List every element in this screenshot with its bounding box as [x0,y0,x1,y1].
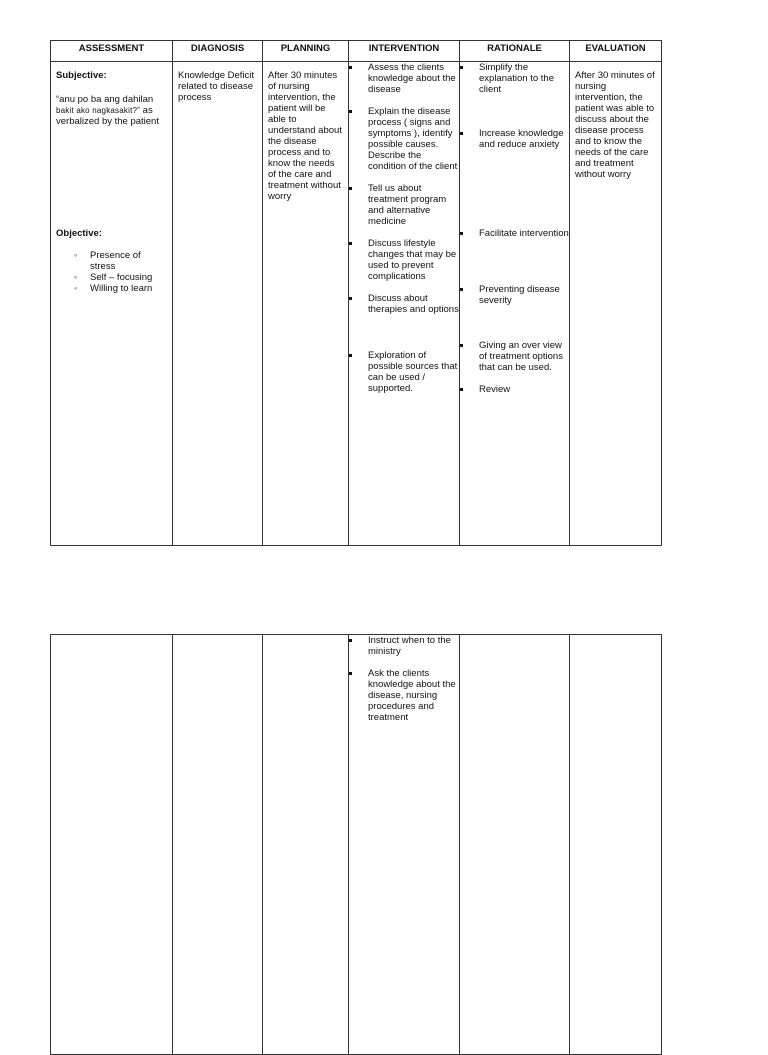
quote-line-1: “anu po ba ang dahilan [56,94,154,105]
rationale-cell-empty [460,635,570,1055]
list-item: Discuss about therapies and options [349,293,459,315]
header-intervention: INTERVENTION [349,41,460,62]
objective-list [56,250,168,294]
list-item: Explain the disease process ( signs and symptoms ), identify possible causes. Describe the condition of the client [349,106,459,172]
diagnosis-cell [173,62,263,546]
list-item: Exploration of possible sources that can be used / supported. [349,350,459,394]
quote-tagalog: bakit ako nagkasakit?” [56,106,141,115]
list-item: ◦ Presence of stress [74,250,168,272]
planning-text: After 30 minutes of nursing intervention, the patient will be able to understand about the disease process and to know the needs of the care and treatment without worry [268,70,342,202]
intervention-list [349,62,459,394]
list-item: ◦ Willing to learn [74,283,168,294]
list-item: Giving an over view of treatment options that can be used. [460,340,569,373]
list-item: Facilitate intervention [460,228,569,239]
header-evaluation: EVALUATION [570,41,662,62]
list-item: Ask the clients knowledge about the disease, nursing procedures and treatment [349,668,459,723]
planning-cell [263,62,349,546]
list-item: Increase knowledge and reduce anxiety [460,128,569,150]
intervention-cell [349,635,460,1055]
list-item: Preventing disease severity [460,284,569,306]
quote-line-3: verbalized by the patient [56,116,159,127]
list-item: Review [460,384,569,395]
care-plan-table-continued [50,634,662,1055]
header-planning: PLANNING [263,41,349,62]
evaluation-text: After 30 minutes of nursing intervention, the patient was able to discuss about the disease process and to know the needs of the care and treatment without worry [575,70,655,180]
list-item: Assess the clients knowledge about the disease [349,62,459,95]
rationale-cell [460,62,570,546]
evaluation-cell [570,62,662,546]
intervention-cell [349,62,460,546]
diagnosis-text: Knowledge Deficit related to disease process [178,70,255,103]
rationale-list [460,62,569,395]
header-diagnosis: DIAGNOSIS [173,41,263,62]
objective-label: Objective: [56,228,102,239]
intervention-list-continued [349,635,459,723]
subjective-label: Subjective: [56,70,107,81]
header-row [51,41,662,62]
assessment-cell-empty [51,635,173,1055]
content-row [51,62,662,546]
evaluation-cell-empty [570,635,662,1055]
assessment-cell [51,62,173,546]
subjective-quote [56,94,168,127]
list-item: Simplify the explanation to the client [460,62,569,95]
list-item: Discuss lifestyle changes that may be used to prevent complications [349,238,459,282]
list-item: ◦ Self – focusing [74,272,168,283]
list-item: Tell us about treatment program and alternative medicine [349,183,459,227]
header-rationale: RATIONALE [460,41,570,62]
care-plan-table [50,40,662,546]
content-row [51,635,662,1055]
header-assessment: ASSESSMENT [51,41,173,62]
list-item: Instruct when to the ministry [349,635,459,657]
diagnosis-cell-empty [173,635,263,1055]
planning-cell-empty [263,635,349,1055]
quote-line-2 [56,105,168,116]
quote-as: as [140,105,153,116]
